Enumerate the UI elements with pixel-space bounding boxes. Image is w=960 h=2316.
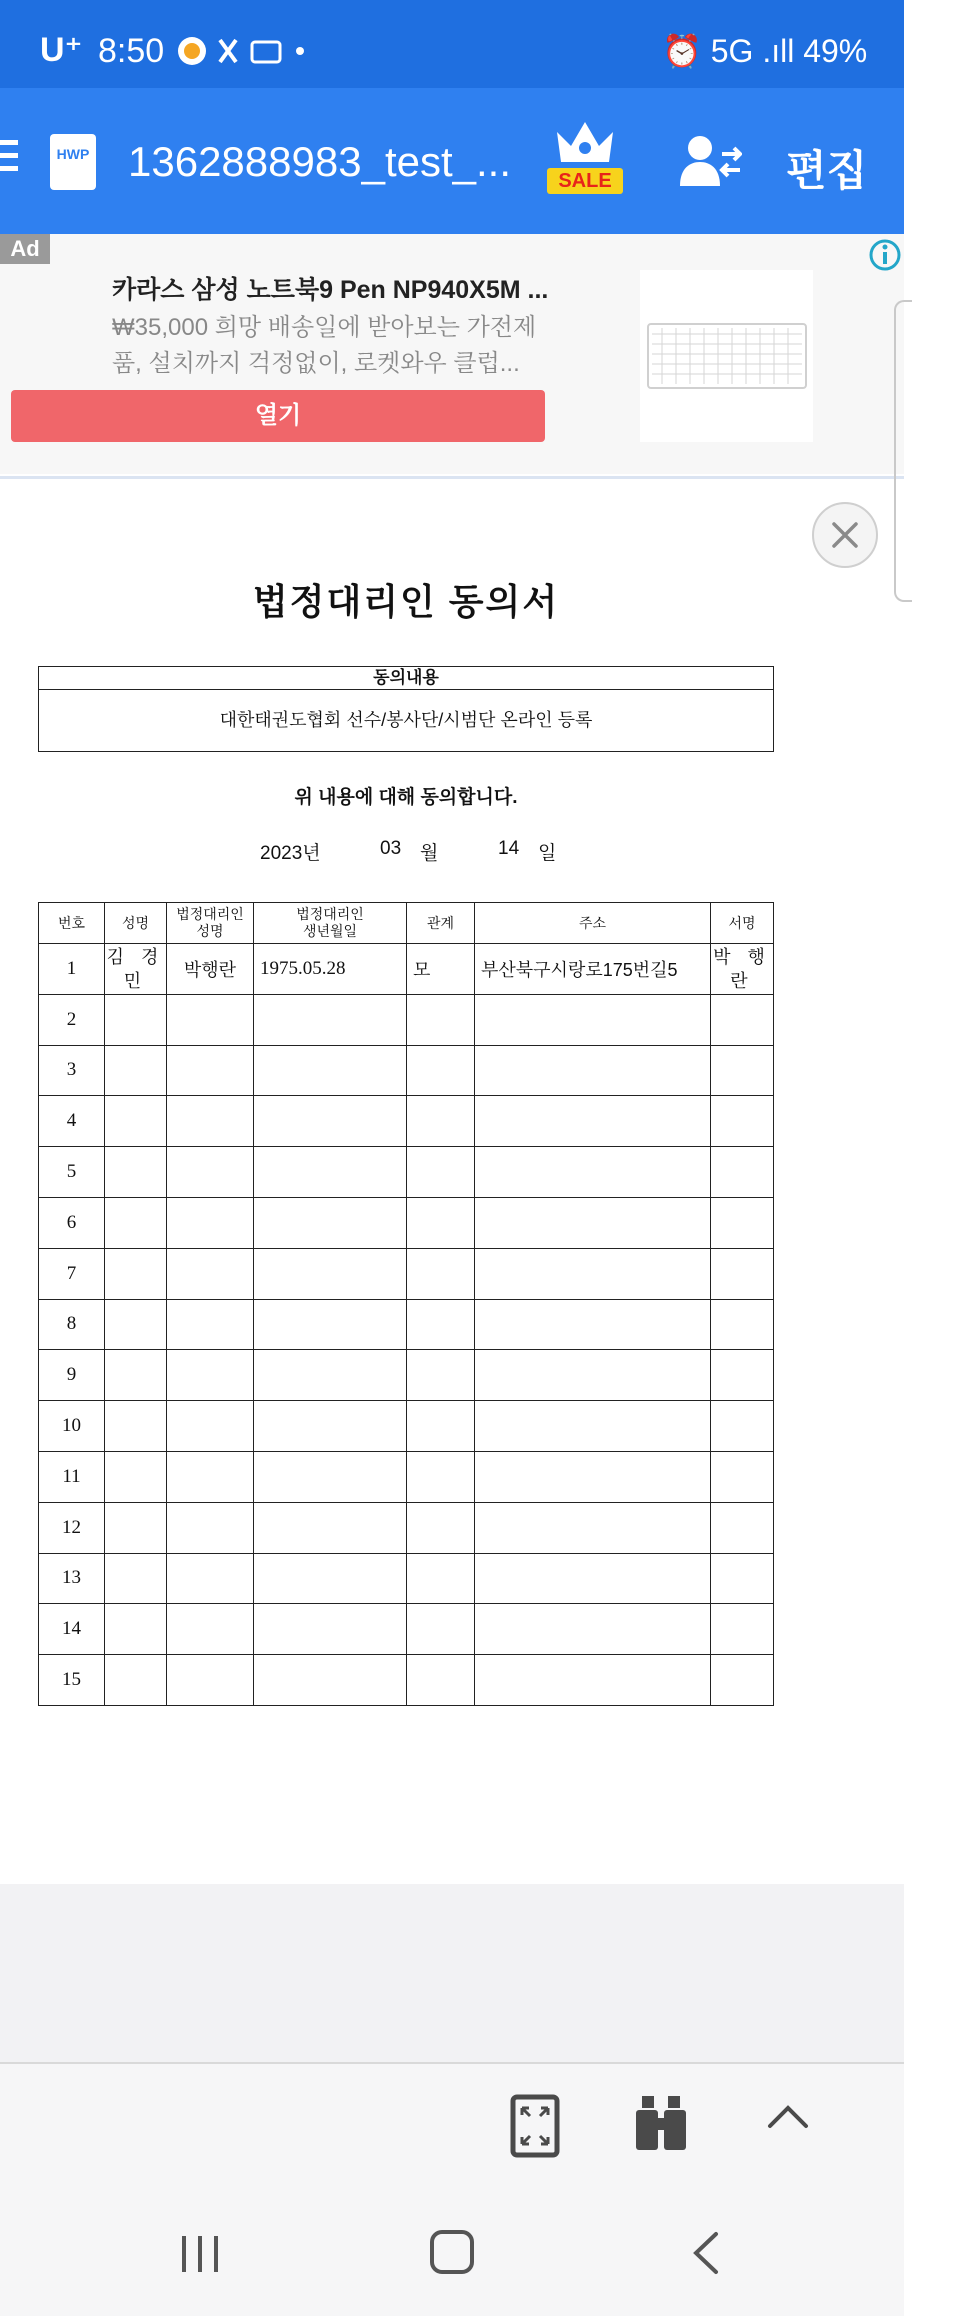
binoculars-icon[interactable] (632, 2096, 690, 2152)
cell-signature (711, 1401, 774, 1452)
notification-icons (176, 34, 308, 76)
table-row (39, 1604, 774, 1655)
cell-relation (407, 1604, 475, 1655)
ad-divider (0, 476, 904, 479)
cell-rep-name: 박행란 (167, 944, 254, 995)
cell-address (475, 1502, 711, 1553)
table-body (39, 944, 774, 1706)
cell-relation (407, 1401, 475, 1452)
cell-number: 6 (39, 1197, 105, 1248)
side-panel-handle[interactable] (894, 300, 912, 602)
table-row (39, 1096, 774, 1147)
cell-rep-birth (254, 1553, 407, 1604)
cell-signature (711, 1655, 774, 1706)
cell-address (475, 1248, 711, 1299)
cell-number: 11 (39, 1451, 105, 1502)
cell-address (475, 1299, 711, 1350)
cell-signature (711, 1350, 774, 1401)
cell-relation: 모 (407, 944, 475, 995)
header-name: 성명 (105, 903, 167, 944)
cell-relation (407, 994, 475, 1045)
header-signature: 서명 (711, 903, 774, 944)
hwp-file-label: HWP (56, 146, 90, 162)
cell-number: 7 (39, 1248, 105, 1299)
document-heading: 법정대리인 동의서 (252, 581, 560, 622)
cell-signature (711, 1502, 774, 1553)
cell-name (105, 1502, 167, 1553)
cell-rep-name (167, 1401, 254, 1452)
cell-name (105, 1197, 167, 1248)
cell-name (105, 1096, 167, 1147)
cell-number: 12 (39, 1502, 105, 1553)
table-row (39, 994, 774, 1045)
date-day-label: 일 (538, 843, 557, 864)
cell-relation (407, 1096, 475, 1147)
cell-signature (711, 1096, 774, 1147)
date-month: 03 (380, 838, 402, 859)
cell-signature (711, 994, 774, 1045)
cell-relation (407, 1197, 475, 1248)
cell-name (105, 1045, 167, 1096)
cell-rep-birth (254, 1401, 407, 1452)
table-row (39, 1655, 774, 1706)
cell-address (475, 1655, 711, 1706)
cell-rep-name (167, 1451, 254, 1502)
date-year: 2023년 (260, 843, 321, 864)
cell-name (105, 1451, 167, 1502)
sale-label: SALE (547, 168, 623, 194)
legal-representative-table (38, 902, 774, 1706)
cell-relation (407, 1045, 475, 1096)
ad-banner[interactable] (0, 234, 904, 474)
ad-label: Ad (0, 234, 50, 264)
cell-signature: 박 행 란 (711, 944, 774, 995)
cell-rep-birth (254, 1604, 407, 1655)
carrier-label: U⁺ (40, 31, 83, 69)
header-address: 주소 (475, 903, 711, 944)
menu-icon[interactable] (0, 140, 18, 180)
cell-rep-name (167, 1350, 254, 1401)
cell-number: 5 (39, 1147, 105, 1198)
chevron-up-icon[interactable] (766, 2104, 810, 2130)
document-title: 1362888983_test_... (128, 138, 512, 185)
cell-relation (407, 1451, 475, 1502)
table-row (39, 1147, 774, 1198)
status-bar (0, 0, 904, 88)
cell-name (105, 1299, 167, 1350)
date-month-label: 월 (420, 843, 439, 864)
user-transfer-icon[interactable] (680, 134, 742, 188)
cell-address (475, 1451, 711, 1502)
table-row (39, 1197, 774, 1248)
cell-name (105, 1248, 167, 1299)
cell-name (105, 1147, 167, 1198)
table-row (39, 1553, 774, 1604)
cell-relation (407, 1299, 475, 1350)
consent-body: 대한태권도협회 선수/봉사단/시범단 온라인 등록 (219, 710, 593, 730)
cell-number: 3 (39, 1045, 105, 1096)
recents-icon[interactable] (178, 2234, 222, 2274)
cell-address: 부산북구시랑로175번길5 (475, 944, 711, 995)
cell-name (105, 994, 167, 1045)
cell-rep-birth (254, 1147, 407, 1198)
ad-open-button[interactable]: 열기 (11, 390, 545, 442)
cell-signature (711, 1553, 774, 1604)
cell-relation (407, 1655, 475, 1706)
agreement-text: 위 내용에 대해 동의합니다. (294, 787, 518, 808)
table-row (39, 1350, 774, 1401)
cell-rep-birth (254, 1197, 407, 1248)
header-rep-name: 법정대리인 성명 (167, 903, 254, 944)
cell-relation (407, 1350, 475, 1401)
cell-address (475, 994, 711, 1045)
cell-name: 김 경 민 (105, 944, 167, 995)
table-row (39, 1451, 774, 1502)
cell-number: 13 (39, 1553, 105, 1604)
header-number: 번호 (39, 903, 105, 944)
cell-rep-name (167, 1197, 254, 1248)
cell-signature (711, 1604, 774, 1655)
page-background (0, 1884, 904, 2062)
cell-address (475, 1553, 711, 1604)
table-row (39, 1045, 774, 1096)
cell-rep-name (167, 1096, 254, 1147)
consent-header: 동의내용 (39, 667, 773, 690)
table-row (39, 1401, 774, 1452)
cell-rep-name (167, 1655, 254, 1706)
cell-relation (407, 1553, 475, 1604)
cell-rep-name (167, 1299, 254, 1350)
cell-number: 15 (39, 1655, 105, 1706)
cell-name (105, 1401, 167, 1452)
cell-signature (711, 1451, 774, 1502)
cell-name (105, 1604, 167, 1655)
ad-description: ₩35,000 희망 배송일에 받아보는 가전제품, 설치까지 걱정없이, 로켓와우 클럽... (112, 314, 537, 377)
cell-rep-name (167, 1502, 254, 1553)
table-row (39, 1248, 774, 1299)
cell-address (475, 1350, 711, 1401)
cell-address (475, 1096, 711, 1147)
close-button[interactable] (812, 502, 878, 568)
cell-rep-name (167, 1045, 254, 1096)
crown-icon (553, 118, 617, 164)
cell-rep-birth (254, 994, 407, 1045)
date-day: 14 (498, 838, 520, 859)
cell-address (475, 1604, 711, 1655)
laptop-keyboard-image[interactable] (640, 270, 813, 442)
cell-number: 9 (39, 1350, 105, 1401)
cell-number: 8 (39, 1299, 105, 1350)
cell-relation (407, 1502, 475, 1553)
cell-rep-birth (254, 1350, 407, 1401)
cell-number: 4 (39, 1096, 105, 1147)
clock: 8:50 (98, 32, 165, 70)
ad-title[interactable]: 카라스 삼성 노트북9 Pen NP940X5M ... (112, 276, 549, 304)
cell-number: 10 (39, 1401, 105, 1452)
system-indicators: ⏰ 5G .ıll 49% (662, 33, 868, 69)
cell-rep-name (167, 994, 254, 1045)
home-icon[interactable] (430, 2230, 474, 2274)
cell-signature (711, 1045, 774, 1096)
cell-rep-name (167, 1248, 254, 1299)
cell-name (105, 1553, 167, 1604)
cell-signature (711, 1197, 774, 1248)
back-icon[interactable] (690, 2230, 720, 2276)
cell-signature (711, 1147, 774, 1198)
cell-address (475, 1401, 711, 1452)
cell-rep-name (167, 1553, 254, 1604)
cell-rep-name (167, 1147, 254, 1198)
bottom-toolbar (0, 2062, 904, 2192)
info-icon[interactable] (868, 238, 902, 272)
consent-box (38, 666, 774, 752)
hwp-file-icon (50, 134, 96, 190)
cell-address (475, 1045, 711, 1096)
header-rep-birth: 법정대리인 생년월일 (254, 903, 407, 944)
cell-number: 14 (39, 1604, 105, 1655)
cell-address (475, 1147, 711, 1198)
cell-rep-birth (254, 1655, 407, 1706)
cell-signature (711, 1299, 774, 1350)
cell-rep-birth (254, 1096, 407, 1147)
cell-signature (711, 1248, 774, 1299)
cell-name (105, 1350, 167, 1401)
table-row (39, 1502, 774, 1553)
table-row (39, 944, 774, 995)
cell-rep-birth: 1975.05.28 (254, 944, 407, 995)
cell-number: 2 (39, 994, 105, 1045)
edit-button[interactable]: 편집 (786, 147, 868, 194)
cell-relation (407, 1248, 475, 1299)
cell-relation (407, 1147, 475, 1198)
table-row (39, 1299, 774, 1350)
cell-address (475, 1197, 711, 1248)
header-relation: 관계 (407, 903, 475, 944)
system-nav-bar (0, 2190, 904, 2316)
close-icon (814, 504, 876, 566)
cell-rep-birth (254, 1451, 407, 1502)
fullscreen-icon[interactable] (510, 2094, 560, 2158)
table-header-row (39, 903, 774, 944)
cell-rep-birth (254, 1502, 407, 1553)
cell-rep-birth (254, 1248, 407, 1299)
cell-number: 1 (39, 944, 105, 995)
cell-name (105, 1655, 167, 1706)
cell-rep-name (167, 1604, 254, 1655)
cell-rep-birth (254, 1045, 407, 1096)
sale-badge[interactable] (545, 118, 625, 198)
app-bar (0, 88, 904, 234)
cell-rep-birth (254, 1299, 407, 1350)
